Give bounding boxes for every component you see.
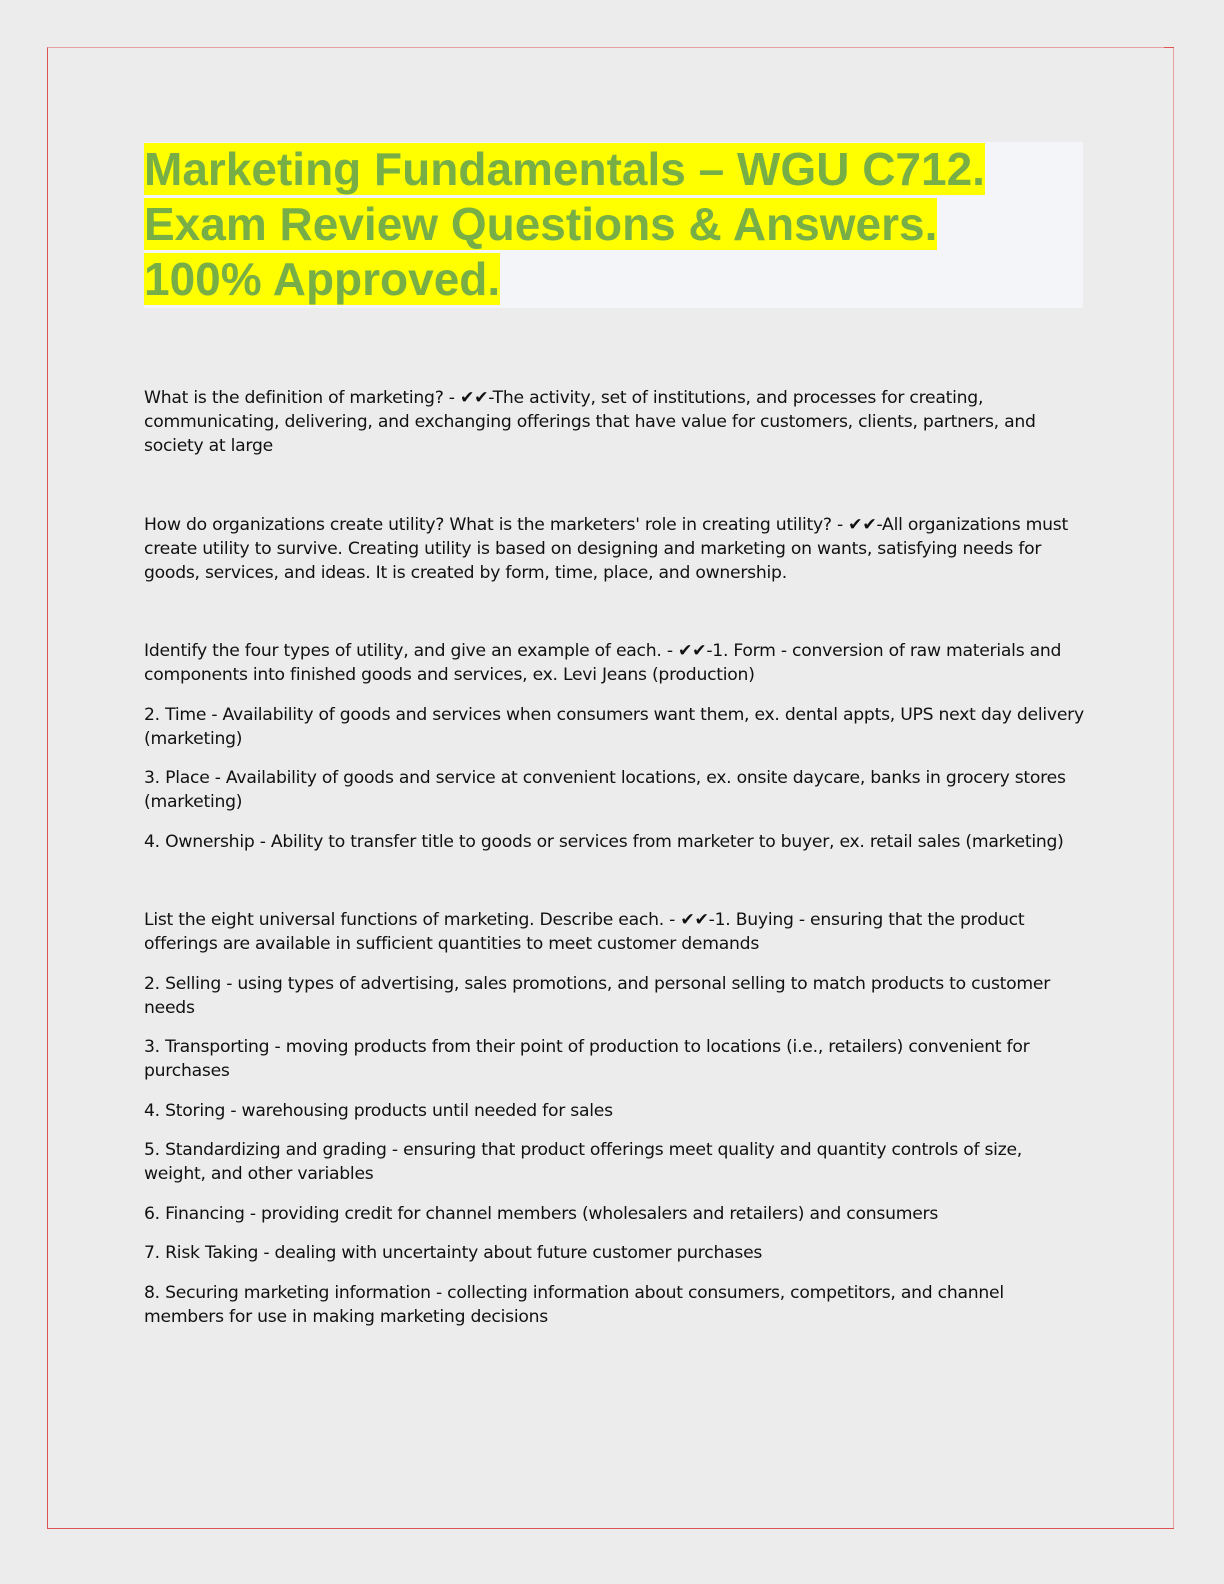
answer-item: 2. Time - Availability of goods and services when consumers want them, ex. dental appts, UPS next day delivery (marketing)	[144, 704, 1084, 749]
question-text: Identify the four types of utility, and give an example of each. -	[144, 641, 678, 661]
qa-paragraph	[144, 908, 1084, 956]
check-mark-icon: ✔✔	[678, 641, 707, 661]
border-tick-top-right	[1164, 47, 1174, 48]
qa-item-definition	[144, 386, 1084, 458]
question-text: List the eight universal functions of marketing. Describe each. -	[144, 910, 681, 930]
qa-item-marketing-functions	[144, 908, 1084, 1329]
check-mark-icon: ✔✔	[459, 388, 489, 408]
answer-item: 6. Financing - providing credit for channel members (wholesalers and retailers) and consumers	[144, 1203, 939, 1224]
title-line-3: 100% Approved.	[144, 253, 501, 305]
document-title	[144, 142, 1083, 307]
answer-item: 4. Storing - warehousing products until needed for sales	[144, 1100, 613, 1121]
answer-item: 7. Risk Taking - dealing with uncertainty about future customer purchases	[144, 1243, 763, 1263]
answer-text: -1. Buying - ensuring that the product offerings are available in sufficient quantities to meet customer demands	[144, 910, 1025, 954]
qa-item-utility-types	[144, 639, 1084, 854]
check-mark-icon: ✔✔	[680, 910, 709, 930]
answer-item: 8. Securing marketing information - collecting information about consumers, competitors, and channel members for use in making marketing decisions	[144, 1282, 1004, 1327]
answer-item: 3. Transporting - moving products from their point of production to locations (i.e., retailers) convenient for purchases	[144, 1037, 1030, 1081]
answer-text: -The activity, set of institutions, and processes for creating, communicating, delivering, and exchanging offerings that have value for customers, clients, partners, and society at large	[144, 388, 1036, 456]
answer-item: 4. Ownership - Ability to transfer title to goods or services from marketer to buyer, ex. retail sales (marketing)	[144, 831, 1064, 852]
qa-paragraph	[144, 386, 1084, 458]
qa-content	[144, 386, 1084, 1344]
qa-item-utility	[144, 513, 1084, 585]
check-mark-icon: ✔✔	[848, 514, 877, 535]
answer-text: -1. Form - conversion of raw materials and components into finished goods and services, ex. Levi Jeans (production)	[144, 641, 1062, 685]
answer-item: 2. Selling - using types of advertising, sales promotions, and personal selling to match products to customer needs	[144, 973, 1051, 1018]
question-text: What is the definition of marketing? -	[144, 388, 460, 408]
title-line-1: Marketing Fundamentals – WGU C712.	[144, 143, 985, 195]
question-text: How do organizations create utility? What is the marketers' role in creating utility? -	[144, 514, 849, 535]
qa-paragraph	[144, 513, 1084, 585]
answer-item: 5. Standardizing and grading - ensuring that product offerings meet quality and quantity controls of size, weight, and other variables	[144, 1140, 1023, 1184]
answer-text: -All organizations must create utility to survive. Creating utility is based on designing and marketing on wants, satisfying needs for goods, services, and ideas. It is created by form, time, place, and ownership.	[144, 514, 1068, 583]
answer-item: 3. Place - Availability of goods and service at convenient locations, ex. onsite daycare, banks in grocery stores (marketing)	[144, 768, 1066, 812]
title-line-2: Exam Review Questions & Answers.	[144, 198, 938, 250]
qa-paragraph	[144, 639, 1084, 687]
border-tick-bottom-right	[1164, 1528, 1174, 1529]
